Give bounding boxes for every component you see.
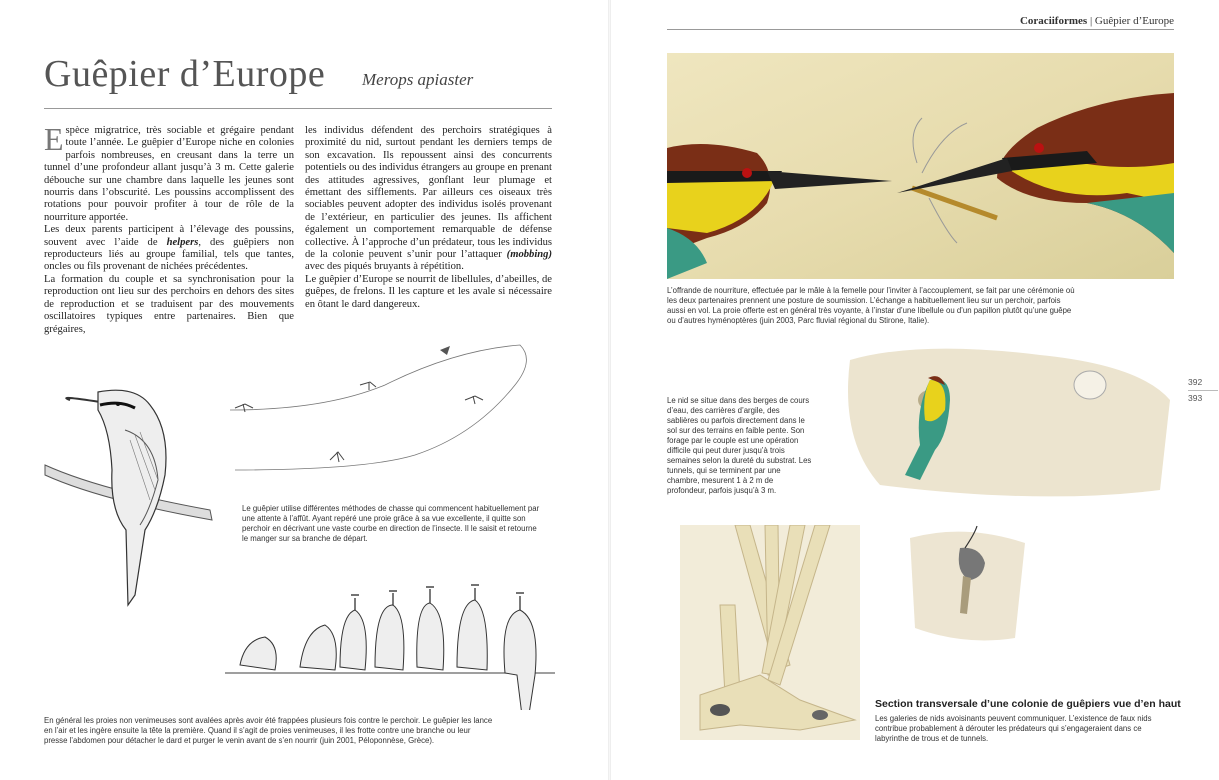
- burrow-entrance-painting: [905, 518, 1030, 646]
- header-separator: |: [1089, 15, 1093, 27]
- paragraph: La formation du couple et sa synchronisation pour la reproduction ont lieu sur des perchoirs en dehors des sites de reproduction et se traduisent par des mouvements oscillatoires typiques entre partenaires. Bien que grégaires,: [44, 273, 294, 335]
- paragraph: [305, 125, 552, 274]
- text: Les deux parents participent à l’élevage des poussins, souvent avec l’aide de: [44, 224, 294, 248]
- drop-cap: E: [44, 121, 64, 157]
- helpers-term: helpers: [166, 236, 199, 248]
- caption-hunting: Le guêpier utilise différentes méthodes de chasse qui commencent habituellement par une attente à l’affût. Ayant repéré une proie grâce à sa vue excellente, il quitte son perchoir en décrivant une vaste courbe en direction de l’insecte. Il le saisit et retourne le manger sur sa branche de départ.: [242, 504, 540, 543]
- header-rule: [667, 29, 1174, 30]
- latin-name: Merops apiaster: [362, 70, 474, 89]
- food-offering-painting: [667, 53, 1174, 279]
- text: avec des piqués bruyants à répétition.: [305, 261, 464, 273]
- prey-handling-sketches: [225, 575, 555, 710]
- hunting-flight-sketch: [225, 340, 535, 480]
- mobbing-term: (mobbing): [506, 249, 552, 261]
- colony-section-painting: [680, 525, 860, 740]
- caption-colony-section: Les galeries de nids avoisinants peuvent communiquer. L’existence de faux nids contribue probablement à dérouter les prédateurs qui s’engageraient dans ce labyrinthe de trous et de tunnels.: [875, 714, 1152, 743]
- page-numbers: [1188, 377, 1218, 408]
- body-column-1: [44, 121, 294, 336]
- gutter: [608, 0, 611, 780]
- paragraph: [44, 224, 294, 274]
- caption-nest: Le nid se situe dans des berges de cours d’eau, des carrières d’argile, des sablières ou parfois directement dans le sol sur des terrains en faible pente. Son forage par le couple est une opération difficile qui peut durer jusqu’à trois semaines selon la dureté du substrat. Les tunnels, qui se terminent par une chambre, mesurent 1 à 2 m de profondeur, parfois jusqu’à 3 m.: [667, 396, 812, 495]
- page-number-divider: [1188, 390, 1218, 391]
- species-name: Guêpier d’Europe: [1094, 15, 1174, 27]
- paragraph: [44, 121, 294, 224]
- paragraph: Le guêpier d’Europe se nourrit de libellules, d’abeilles, de guêpes, de frelons. Il les capture et les avale si nécessaire en ôtant le dard dangereux.: [305, 273, 552, 310]
- nest-bank-painting: [840, 340, 1172, 500]
- page-title: Guêpier d’Europe: [44, 53, 326, 95]
- title-block: [44, 52, 552, 109]
- body-column-2: [305, 125, 552, 311]
- caption-prey-handling: En général les proies non venimeuses sont avalées après avoir été frappées plusieurs fois contre le perchoir. Le guêpier les lance en l’air et les ingère ensuite la tête la première. Quand il s’agit de proies venimeuses, il les frotte contre une branche ou leur presse l’abdomen pour détacher le dard et purger le venin avant de s’en nourrir (juin 2001, Péloponnèse, Grèce).: [44, 716, 493, 745]
- text: , des guêpiers non reproducteurs liés au groupe familial, tels que tantes, oncles ou fils provenant de nichées précédentes.: [44, 236, 294, 273]
- text: spèce migratrice, très sociable et grégaire pendant toute l’année. Le guêpier d’Europe niche en colonies parfois nombreuses, en creusant dans la terre un tunnel d’une profondeur allant jusqu’à 3 m. Cette galerie débouche sur une chambre dans laquelle les jeunes sont nourris dans l’obscurité. Les poussins accomplissent des rotations pour pouvoir profiter à tour de rôle de la nourriture apportée.: [44, 125, 294, 223]
- running-header: [1020, 15, 1174, 27]
- page-number-right: 393: [1188, 393, 1203, 403]
- text: les individus défendent des perchoirs stratégiques à proximité du nid, surtout pendant les derniers temps de son excavation. Ils repoussent ainsi des concurrents potentiels ou des individus étrangers au groupe en prenant des attitudes agressives, gonflant leur plumage et émettant des sifflements. Par ailleurs ces oiseaux très sociables peuvent adopter des individus isolés provenant de l’extérieur, en particulier des jeunes. Ils affichent également un comportement remarquable de défense collective. À l’approche d’un prédateur, tous les individus de la colonie peuvent s’unir pour l’attaquer: [305, 125, 552, 261]
- page-number-left: 392: [1188, 377, 1203, 387]
- order-name: Coraciiformes: [1019, 15, 1088, 27]
- caption-food-offering: L’offrande de nourriture, effectuée par le mâle à la femelle pour l’inviter à l’accouplement, se fait par une cérémonie où les deux partenaires prennent une posture de soumission. L’échange a habituellement lieu sur un perchoir, parfois aussi en vol. La proie offerte est en général très voyante, à l’instar d’une libellule ou d’un papillon plutôt qu’une guêpe ou d’autres hyménoptères (juin 2003, Parc fluvial régional du Stirone, Italie).: [667, 286, 1075, 325]
- section-title: Section transversale d’une colonie de guêpiers vue d’en haut: [875, 698, 1181, 710]
- perched-bird-sketch: [40, 380, 220, 620]
